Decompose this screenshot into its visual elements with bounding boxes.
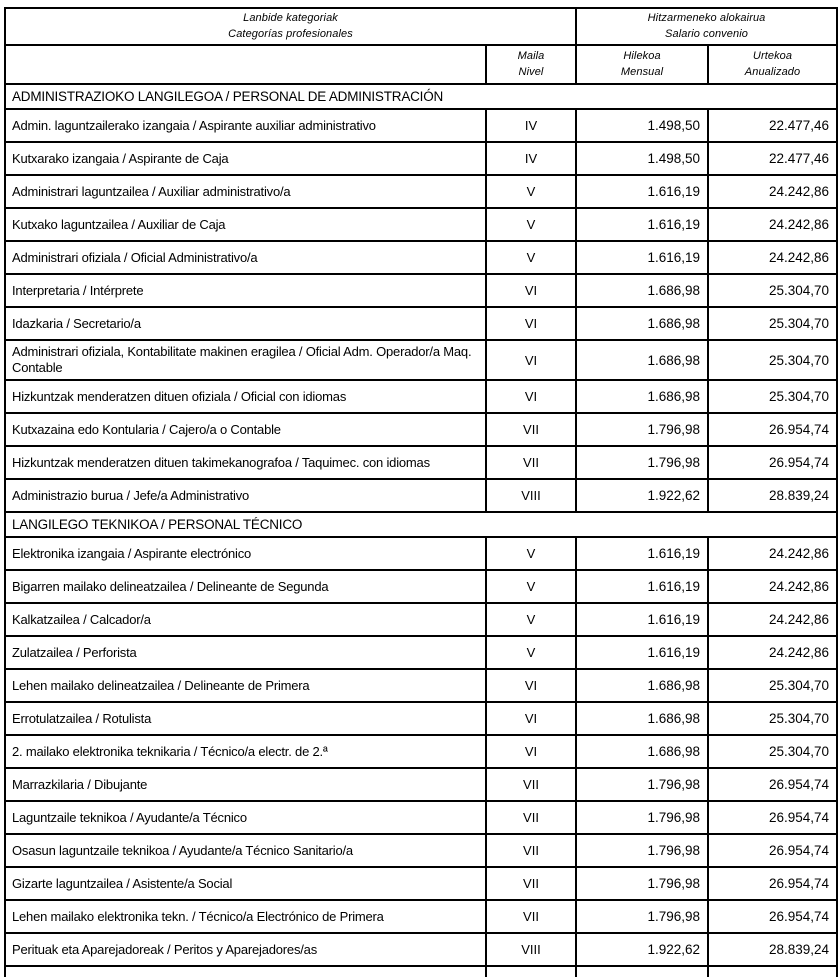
level-cell: VI <box>486 702 576 735</box>
table-row <box>5 702 837 735</box>
header-level-es: Nivel <box>518 65 544 78</box>
monthly-cell: 1.686,98 <box>576 340 708 380</box>
table-row <box>5 274 837 307</box>
monthly-cell: 1.686,98 <box>576 307 708 340</box>
level-cell: VI <box>486 735 576 768</box>
category-cell: Lehen mailako elektronika tekn. / Técnico/a Electrónico de Primera <box>5 900 486 933</box>
cut-off-cell <box>576 966 708 977</box>
annual-cell: 26.954,74 <box>708 900 837 933</box>
header-professional-categories <box>5 8 576 45</box>
category-cell: Lehen mailako delineatzailea / Delineante de Primera <box>5 669 486 702</box>
table-row <box>5 570 837 603</box>
header-columns-row <box>5 45 837 84</box>
monthly-cell: 1.686,98 <box>576 274 708 307</box>
monthly-cell: 1.616,19 <box>576 636 708 669</box>
annual-cell: 28.839,24 <box>708 479 837 512</box>
level-cell: VI <box>486 340 576 380</box>
annual-cell: 24.242,86 <box>708 241 837 274</box>
monthly-cell: 1.796,98 <box>576 446 708 479</box>
category-cell: Administrari laguntzailea / Auxiliar administrativo/a <box>5 175 486 208</box>
monthly-cell: 1.616,19 <box>576 208 708 241</box>
annual-cell: 24.242,86 <box>708 175 837 208</box>
category-cell: Zulatzailea / Perforista <box>5 636 486 669</box>
table-row <box>5 834 837 867</box>
annual-cell: 24.242,86 <box>708 603 837 636</box>
table-row <box>5 380 837 413</box>
level-cell: VII <box>486 446 576 479</box>
monthly-cell: 1.616,19 <box>576 537 708 570</box>
table-row <box>5 801 837 834</box>
section-header-row <box>5 84 837 109</box>
monthly-cell: 1.498,50 <box>576 109 708 142</box>
category-cell: Bigarren mailako delineatzailea / Delineante de Segunda <box>5 570 486 603</box>
category-cell: Hizkuntzak menderatzen dituen takimekanografoa / Taquimec. con idiomas <box>5 446 486 479</box>
header-categories-es: Categorías profesionales <box>228 27 353 40</box>
level-cell: VII <box>486 900 576 933</box>
annual-cell: 28.839,24 <box>708 933 837 966</box>
annual-cell: 25.304,70 <box>708 735 837 768</box>
header-annual-eu: Urtekoa <box>752 49 793 62</box>
table-row <box>5 933 837 966</box>
annual-cell: 26.954,74 <box>708 801 837 834</box>
level-cell: VI <box>486 274 576 307</box>
level-cell: IV <box>486 142 576 175</box>
level-cell: IV <box>486 109 576 142</box>
category-cell: Idazkaria / Secretario/a <box>5 307 486 340</box>
monthly-cell: 1.922,62 <box>576 479 708 512</box>
category-cell: Interpretaria / Intérprete <box>5 274 486 307</box>
annual-cell: 22.477,46 <box>708 142 837 175</box>
level-cell: VI <box>486 307 576 340</box>
cut-off-cell <box>5 966 486 977</box>
category-cell: Kutxarako izangaia / Aspirante de Caja <box>5 142 486 175</box>
level-cell: V <box>486 241 576 274</box>
category-cell: Administrari ofiziala / Oficial Administrativo/a <box>5 241 486 274</box>
annual-cell: 25.304,70 <box>708 307 837 340</box>
annual-cell: 25.304,70 <box>708 340 837 380</box>
table-row <box>5 768 837 801</box>
table-row <box>5 735 837 768</box>
annual-cell: 24.242,86 <box>708 537 837 570</box>
table-row <box>5 340 837 380</box>
category-cell: 2. mailako elektronika teknikaria / Técnico/a electr. de 2.ª <box>5 735 486 768</box>
monthly-cell: 1.686,98 <box>576 669 708 702</box>
table-row <box>5 413 837 446</box>
header-annual-es: Anualizado <box>744 65 801 78</box>
header-level <box>486 45 576 84</box>
table-row <box>5 307 837 340</box>
category-cell: Errotulatzailea / Rotulista <box>5 702 486 735</box>
annual-cell: 24.242,86 <box>708 208 837 241</box>
level-cell: V <box>486 636 576 669</box>
monthly-cell: 1.616,19 <box>576 570 708 603</box>
annual-cell: 26.954,74 <box>708 413 837 446</box>
cut-off-row <box>5 966 837 977</box>
table-row <box>5 175 837 208</box>
level-cell: V <box>486 537 576 570</box>
category-cell: Elektronika izangaia / Aspirante electrónico <box>5 537 486 570</box>
table-row <box>5 669 837 702</box>
table-row <box>5 446 837 479</box>
level-cell: VII <box>486 413 576 446</box>
table-row <box>5 109 837 142</box>
header-salary-eu: Hitzarmeneko alokairua <box>647 11 766 24</box>
header-level-eu: Maila <box>517 49 545 62</box>
monthly-cell: 1.686,98 <box>576 735 708 768</box>
level-cell: VI <box>486 380 576 413</box>
annual-cell: 22.477,46 <box>708 109 837 142</box>
monthly-cell: 1.922,62 <box>576 933 708 966</box>
monthly-cell: 1.616,19 <box>576 175 708 208</box>
monthly-cell: 1.498,50 <box>576 142 708 175</box>
category-cell: Gizarte laguntzailea / Asistente/a Social <box>5 867 486 900</box>
monthly-cell: 1.796,98 <box>576 900 708 933</box>
cut-off-cell <box>486 966 576 977</box>
category-cell: Administrazio burua / Jefe/a Administrativo <box>5 479 486 512</box>
header-salary-es: Salario convenio <box>665 27 748 40</box>
annual-cell: 24.242,86 <box>708 636 837 669</box>
level-cell: VII <box>486 834 576 867</box>
monthly-cell: 1.796,98 <box>576 867 708 900</box>
category-cell: Laguntzaile teknikoa / Ayudante/a Técnico <box>5 801 486 834</box>
table-row <box>5 241 837 274</box>
annual-cell: 25.304,70 <box>708 274 837 307</box>
annual-cell: 25.304,70 <box>708 669 837 702</box>
table-row <box>5 142 837 175</box>
annual-cell: 26.954,74 <box>708 446 837 479</box>
header-monthly-eu: Hilekoa <box>623 49 661 62</box>
category-cell: Admin. laguntzailerako izangaia / Aspirante auxiliar administrativo <box>5 109 486 142</box>
section-header-row <box>5 512 837 537</box>
table-row <box>5 208 837 241</box>
level-cell: VII <box>486 768 576 801</box>
annual-cell: 26.954,74 <box>708 867 837 900</box>
header-monthly <box>576 45 708 84</box>
monthly-cell: 1.686,98 <box>576 380 708 413</box>
level-cell: V <box>486 175 576 208</box>
level-cell: VII <box>486 801 576 834</box>
header-annual <box>708 45 837 84</box>
cut-off-cell <box>708 966 837 977</box>
level-cell: VIII <box>486 933 576 966</box>
monthly-cell: 1.686,98 <box>576 702 708 735</box>
table-row <box>5 479 837 512</box>
monthly-cell: 1.796,98 <box>576 834 708 867</box>
category-cell: Kalkatzailea / Calcador/a <box>5 603 486 636</box>
category-cell: Perituak eta Aparejadoreak / Peritos y Aparejadores/as <box>5 933 486 966</box>
table-row <box>5 537 837 570</box>
header-empty-cell <box>5 45 486 84</box>
monthly-cell: 1.796,98 <box>576 801 708 834</box>
annual-cell: 26.954,74 <box>708 834 837 867</box>
level-cell: VI <box>486 669 576 702</box>
annual-cell: 26.954,74 <box>708 768 837 801</box>
level-cell: VII <box>486 867 576 900</box>
category-cell: Osasun laguntzaile teknikoa / Ayudante/a Técnico Sanitario/a <box>5 834 486 867</box>
level-cell: V <box>486 208 576 241</box>
header-salary-convention <box>576 8 837 45</box>
level-cell: V <box>486 603 576 636</box>
monthly-cell: 1.616,19 <box>576 241 708 274</box>
header-group-row <box>5 8 837 45</box>
level-cell: V <box>486 570 576 603</box>
header-monthly-es: Mensual <box>620 65 664 78</box>
category-cell: Marrazkilaria / Dibujante <box>5 768 486 801</box>
salary-table <box>4 7 838 977</box>
header-categories-eu: Lanbide kategoriak <box>243 11 338 24</box>
table-row <box>5 603 837 636</box>
table-row <box>5 867 837 900</box>
monthly-cell: 1.796,98 <box>576 768 708 801</box>
annual-cell: 25.304,70 <box>708 380 837 413</box>
monthly-cell: 1.616,19 <box>576 603 708 636</box>
monthly-cell: 1.796,98 <box>576 413 708 446</box>
annual-cell: 25.304,70 <box>708 702 837 735</box>
category-cell: Administrari ofiziala, Kontabilitate makinen eragilea / Oficial Adm. Operador/a Maq. Contable <box>5 340 486 380</box>
annual-cell: 24.242,86 <box>708 570 837 603</box>
table-row <box>5 900 837 933</box>
section-title: LANGILEGO TEKNIKOA / PERSONAL TÉCNICO <box>5 512 837 537</box>
level-cell: VIII <box>486 479 576 512</box>
category-cell: Kutxako laguntzailea / Auxiliar de Caja <box>5 208 486 241</box>
category-cell: Kutxazaina edo Kontularia / Cajero/a o Contable <box>5 413 486 446</box>
section-title: ADMINISTRAZIOKO LANGILEGOA / PERSONAL DE ADMINISTRACIÓN <box>5 84 837 109</box>
category-cell: Hizkuntzak menderatzen dituen ofiziala / Oficial con idiomas <box>5 380 486 413</box>
table-row <box>5 636 837 669</box>
